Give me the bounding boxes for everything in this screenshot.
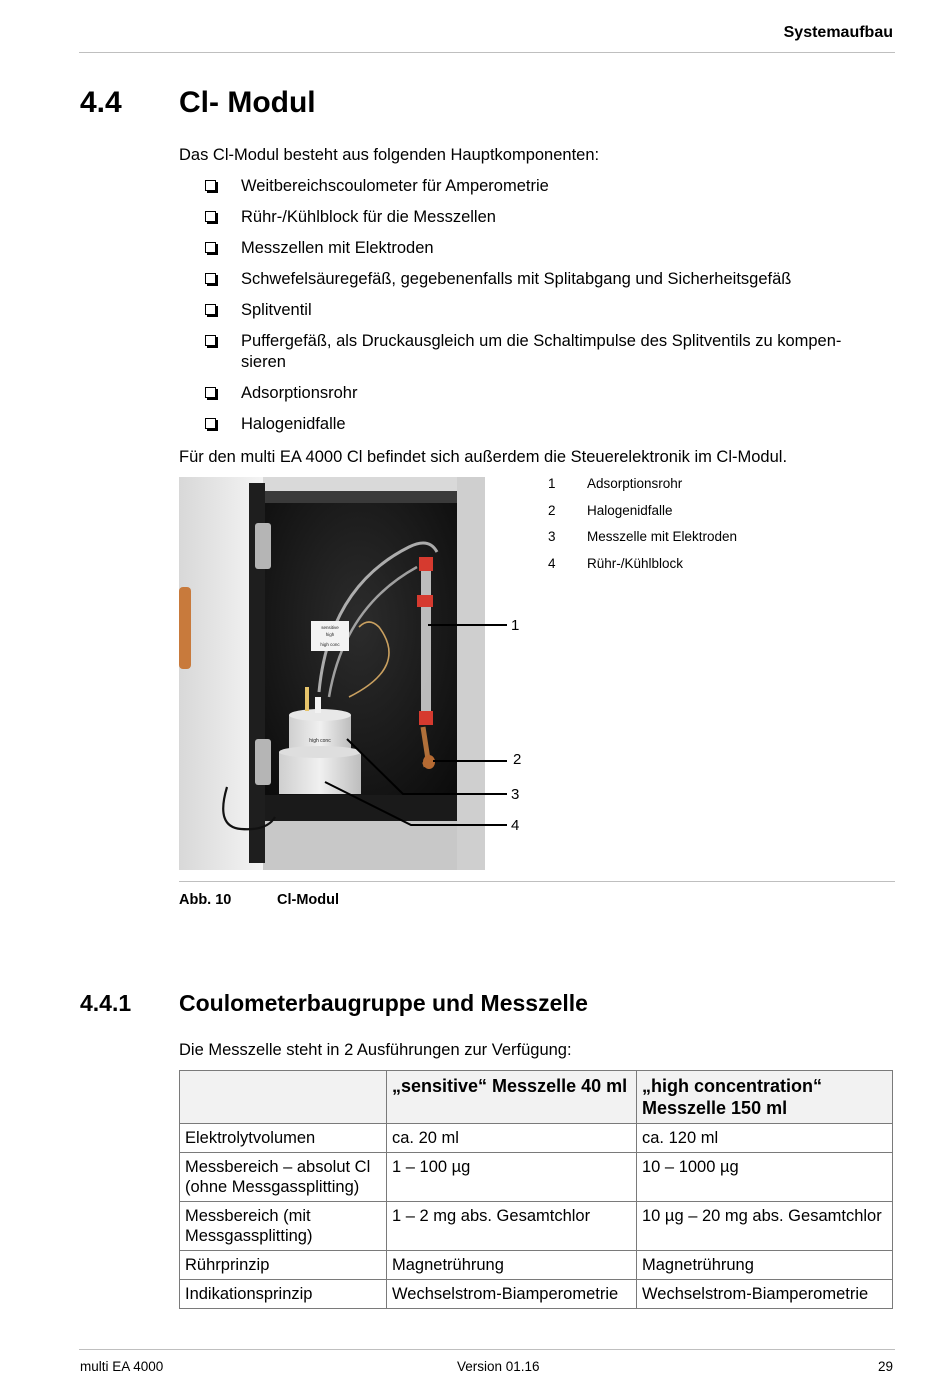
availability-paragraph: Die Messzelle steht in 2 Ausführungen zur Verfügung: [179, 1041, 572, 1059]
section-title: Cl- Modul [179, 86, 316, 119]
footer-divider [79, 1349, 895, 1350]
callout-number-1: 1 [511, 617, 520, 634]
callout-number-2: 2 [513, 751, 522, 768]
section-number: 4.4 [80, 86, 122, 119]
legend-text: Halogenidfalle [587, 502, 673, 518]
list-item-text: Halogenidfalle [241, 415, 346, 433]
table-row [180, 1202, 893, 1251]
list-item [205, 383, 885, 404]
table-cell: 10 µg – 20 mg abs. Gesamtchlor [637, 1202, 893, 1251]
list-item-text: Weitbereichscoulometer für Amperometrie [241, 177, 549, 195]
list-item-text: Schwefelsäuregefäß, gegebenenfalls mit Splitabgang und Sicherheitsgefäß [241, 270, 792, 288]
list-item [205, 238, 885, 259]
legend-number: 4 [548, 555, 556, 571]
list-item [205, 414, 885, 435]
legend-text: Rühr-/Kühlblock [587, 555, 684, 571]
table-header-row [180, 1071, 893, 1124]
legend-number: 2 [548, 502, 556, 518]
component-list [205, 176, 885, 445]
legend-number: 3 [548, 529, 556, 544]
page-number: 29 [877, 1359, 893, 1374]
vessel-label: high conc [309, 738, 331, 744]
figure-caption-number: Abb. 10 [179, 892, 232, 908]
checkbox-bullet-icon [205, 242, 216, 253]
table-cell: Wechselstrom-Biamperometrie [637, 1280, 893, 1309]
list-item [205, 207, 885, 228]
table-cell: ca. 120 ml [637, 1124, 893, 1153]
table-cell: Magnetrührung [387, 1251, 637, 1280]
list-item-text: Messzellen mit Elektroden [241, 239, 434, 257]
subsection-number: 4.4.1 [80, 990, 132, 1016]
figure-caption-text: Cl-Modul [277, 892, 340, 908]
checkbox-bullet-icon [205, 387, 216, 398]
table-cell: 1 – 100 µg [387, 1153, 637, 1202]
table-header-cell: „sensitive“ Messzelle 40 ml [387, 1071, 637, 1124]
table-cell: Magnetrührung [637, 1251, 893, 1280]
callout-number-4: 4 [511, 817, 520, 834]
figure-divider [179, 881, 895, 882]
table-cell: Wechselstrom-Biamperometrie [387, 1280, 637, 1309]
legend-text: Messzelle mit Elektroden [587, 529, 738, 544]
table-row [180, 1251, 893, 1280]
table-row [180, 1153, 893, 1202]
table-cell: 1 – 2 mg abs. Gesamtchlor [387, 1202, 637, 1251]
table-header-cell: „high concentration“ Messzelle 150 ml [637, 1071, 893, 1124]
footer-product: multi EA 4000 [80, 1359, 164, 1374]
table-cell: 10 – 1000 µg [637, 1153, 893, 1202]
table-cell: ca. 20 ml [387, 1124, 637, 1153]
legend-number: 1 [548, 476, 556, 491]
checkbox-bullet-icon [205, 335, 216, 346]
list-item-text: Splitventil [241, 301, 312, 319]
subsection-title: Coulometerbaugruppe und Messzelle [179, 990, 588, 1016]
list-item [205, 176, 885, 197]
cell-comparison-table [179, 1070, 893, 1309]
table-cell: Messbereich – absolut Cl (ohne Messgassplitting) [180, 1153, 387, 1202]
table-cell: Indikationsprinzip [180, 1280, 387, 1309]
sticker-label-bottom: high conc [320, 642, 340, 647]
table-cell: Messbereich (mit Messgassplitting) [180, 1202, 387, 1251]
footer-version: Version 01.16 [457, 1359, 540, 1374]
table-row [180, 1124, 893, 1153]
cl-module-photo [179, 477, 485, 870]
table-header-cell [180, 1071, 387, 1124]
list-item [205, 331, 885, 373]
module-note: Für den multi EA 4000 Cl befindet sich außerdem die Steuerelektronik im Cl-Modul. [179, 448, 788, 466]
callout-extension [485, 477, 545, 870]
table-cell: Elektrolytvolumen [180, 1124, 387, 1153]
header-divider [79, 52, 895, 53]
list-item-text: Rühr-/Kühlblock für die Messzellen [241, 208, 496, 226]
sticker-label-mid: high [325, 632, 335, 637]
checkbox-bullet-icon [205, 304, 216, 315]
list-item [205, 300, 885, 321]
list-item-text: Puffergefäß, als Druckausgleich um die Schaltimpulse des Splitventils zu kompen-sieren [241, 332, 842, 371]
checkbox-bullet-icon [205, 418, 216, 429]
table-cell: Rührprinzip [180, 1251, 387, 1280]
running-header-title: Systemaufbau [783, 24, 893, 41]
checkbox-bullet-icon [205, 273, 216, 284]
callout-number-3: 3 [511, 786, 520, 803]
intro-paragraph: Das Cl-Modul besteht aus folgenden Hauptkomponenten: [179, 146, 600, 164]
legend-text: Adsorptionsrohr [587, 476, 683, 491]
table-row [180, 1280, 893, 1309]
list-item-text: Adsorptionsrohr [241, 384, 358, 402]
checkbox-bullet-icon [205, 180, 216, 191]
sticker-label-top: sensitive [321, 625, 339, 630]
checkbox-bullet-icon [205, 211, 216, 222]
list-item [205, 269, 885, 290]
